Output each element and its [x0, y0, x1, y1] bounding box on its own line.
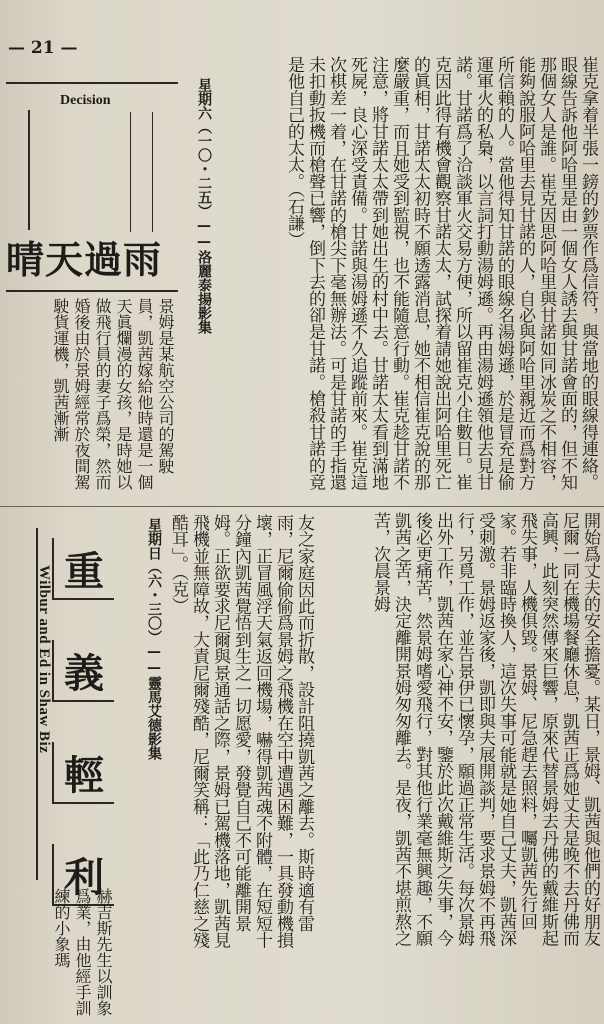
- page-number: — 21 —: [8, 38, 78, 58]
- lower-title-char-1: 重: [52, 538, 114, 600]
- lower-meta: 星期日（六・三〇）——靈馬艾德影集: [146, 518, 162, 760]
- lower-title-char-4: 利: [52, 844, 114, 906]
- upper-meta: 星期六（一〇・二五）——洛麗泰揚影集: [196, 78, 212, 334]
- lower-title-char-2: 義: [52, 640, 114, 702]
- decision-label: Decision: [60, 93, 111, 108]
- lower-title-char-3: 輕: [52, 742, 114, 804]
- upper-left-story: 景姆是某航空公司的駕駛員，凱茜嫁給他時還是一個天眞爛漫的女孩，是時她以做飛行員的妻子爲榮，然而婚後由於景姆經常於夜間駕駛貨運機，凱茜漸漸: [51, 298, 175, 490]
- decor-wave-left: [28, 110, 30, 230]
- section-divider: [0, 506, 604, 507]
- decor-line-mid: [130, 112, 131, 232]
- lower-english-title: Wilbur and Ed in Shaw Biz: [36, 565, 52, 754]
- title-box-bottom-rule: [6, 290, 178, 292]
- title-box-top-rule: [6, 82, 178, 84]
- lower-left-story: 友之家庭因此而折散，設計阻撓凱茜之離去。斯時適有雷雨，尼爾偷偷爲景姆之飛機在空中遭遇困難，一具發動機損壞，正冒風浮天氣返回機場，嚇得凱茜魂不附體，在短短十分鐘內凱茜覺悟到生之一切愿愛，發覺自己不可能離開景姆。正欲要求尼爾與景通話之際，景姆已駕機落地，凱茜見飛機並無障故，大責尼爾殘酷，尼爾笑稱：「此乃仁慈之殘酷耳」。（克）: [168, 514, 314, 949]
- upper-story: 崔克拿着半張一鎊的鈔票作爲信符，與當地的眼線得連絡。眼線告訴他阿哈里是由一個女人誘去與甘諾會面的，但不知那個女人是誰。崔克因思阿哈里與甘諾如同冰炭之不相容，能夠說服阿哈里去見甘諾的人，自必與阿哈里親近而爲對方所信賴的人。當他得知甘諾的眼線名湯姆遜，於是冒充是偷運軍火的私梟，以言詞打動湯姆遜。再由湯姆遜領他去見甘諾。甘諾爲了洽談軍火交易方便，所以留崔克小住數日。崔克因此得有機會觀察甘諾太太，試探着請她說出阿哈里死亡的眞相，甘諾太太初時不願透露消息，她不相信崔克說的那麼嚴重，而且她受到監視，也不能隨意行動。崔克趁甘諾不注意，將甘諾太太帶到她出生的村中去。甘諾太太看到滿地死屍，良心深受責備。甘諾與湯姆遜不久追蹤前來。崔克這次棋差一着，在甘諾的槍尖下毫無辦法。可是甘諾的手指還未扣動扳機而槍聲已響，倒下去的卻是甘諾。槍殺甘諾的竟是他自己的太太。（石謙）: [284, 56, 598, 491]
- lower-right-story: 開始爲丈夫的安全擔憂。某日，景姆、凱茜與他們的好朋友尼爾一同在機場餐廳休息，凱茜正爲她丈夫是晚不去丹佛而高興，此刻突然傳來巨響，原來代替景姆去丹佛的戴維斯起飛失事，人機俱毀。景姆、尼急趕去照料，囑凱茜先行回家。若非臨時換人，這次失事可能就是她自己丈夫，凱茜深受刺激。景姆返家後，凱即與夫展開談判，要求景姆不再飛行，另覓工作，並告景伊已懷孕，願過正常生活。每次景姆出外工作，凱茜在家心神不安，鑒於此次戴維斯之失事，今後必更痛苦，然景姆嗜愛飛行，對其他行業毫無興趣，不願凱茜之苦，決定離開景姆匆匆離去。是夜，凱茜不堪煎熬之苦，次晨景姆: [370, 512, 600, 947]
- lower-bottom-story: 赫吉斯先生以訓象爲業，由他經手訓練的小象瑪: [52, 888, 113, 1016]
- decor-line-right: [152, 112, 153, 232]
- upper-title: 晴天過雨: [6, 238, 163, 282]
